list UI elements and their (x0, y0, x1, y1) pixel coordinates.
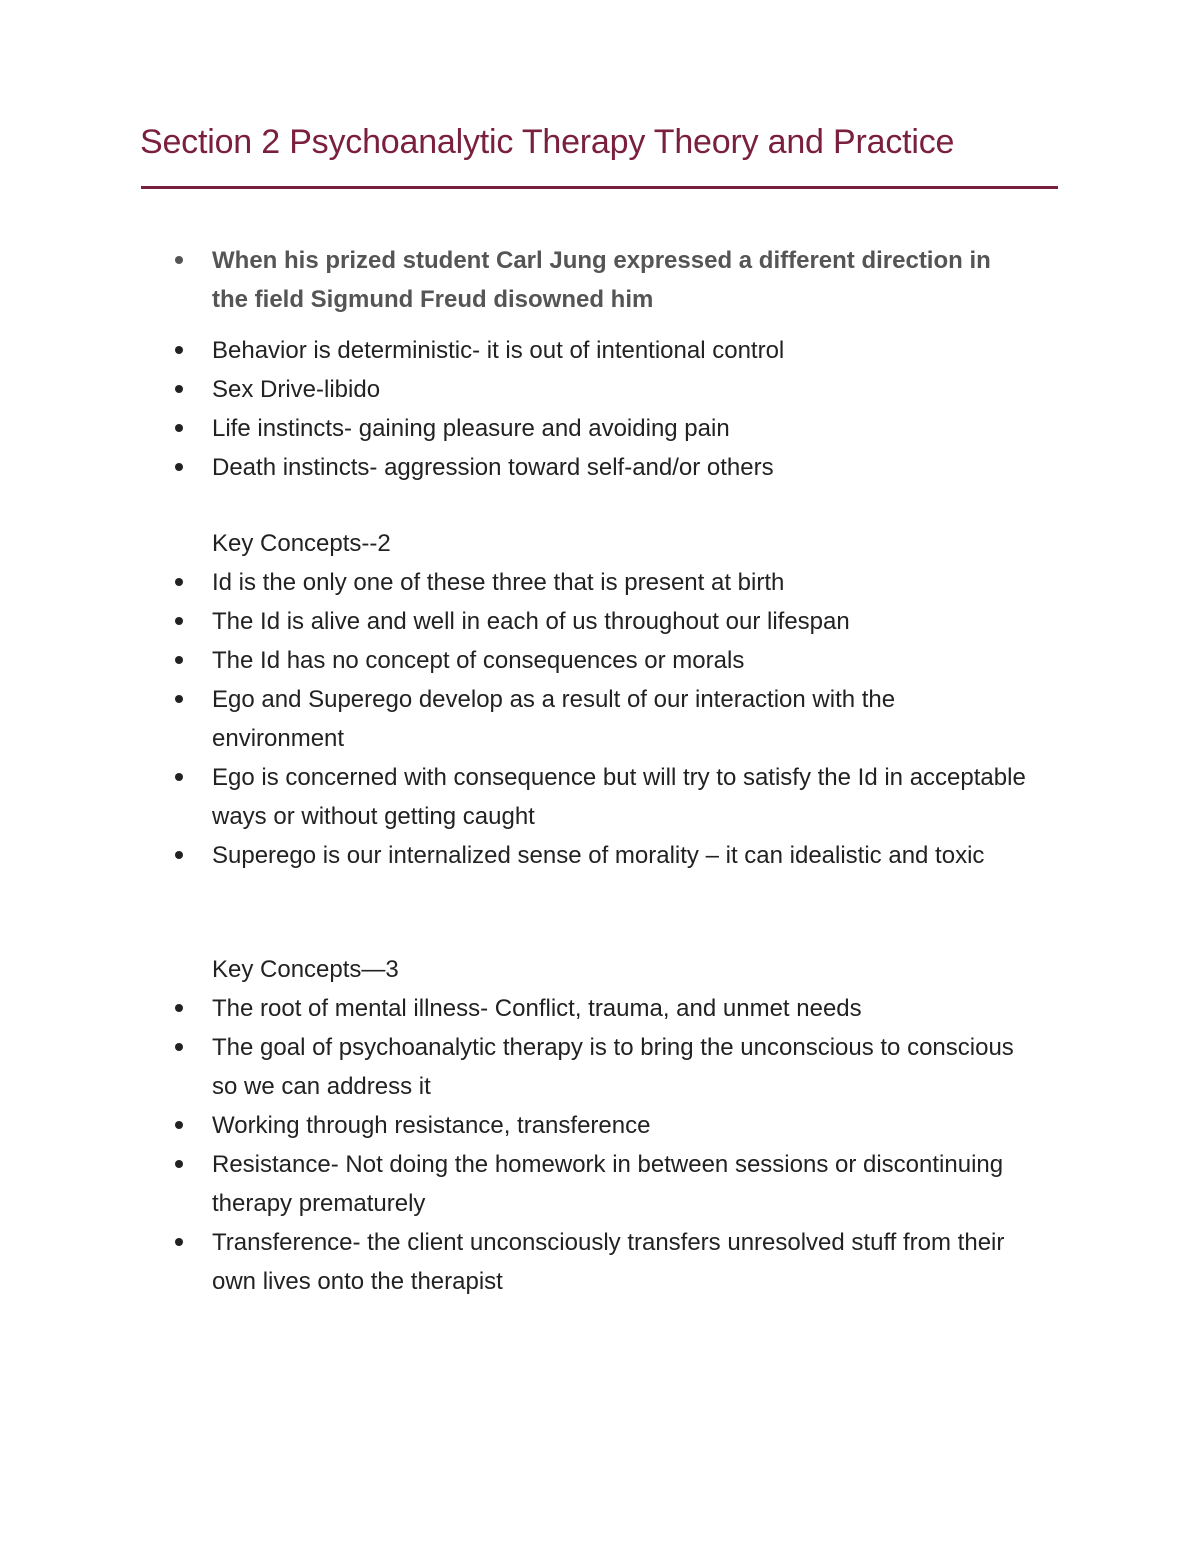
bullet-icon (175, 424, 183, 432)
section-heading-key-concepts-2: Key Concepts--2 (212, 530, 391, 557)
bullet-icon (175, 1043, 183, 1051)
bullet-icon (175, 773, 183, 781)
list-item (0, 563, 1032, 602)
list-item-text: Death instincts- aggression toward self-and/or others (212, 454, 774, 481)
list-item (0, 602, 1032, 641)
list-item-text: Ego and Superego develop as a result of our interaction with the environment (212, 686, 896, 752)
list-item-text: The Id has no concept of consequences or morals (212, 647, 745, 674)
bullet-icon (175, 656, 183, 664)
bullet-list-intro (0, 241, 1200, 487)
list-item (0, 370, 1032, 409)
bullet-icon (175, 617, 183, 625)
bullet-icon (175, 463, 183, 471)
list-item (0, 1106, 1032, 1145)
list-item-text: The goal of psychoanalytic therapy is to bring the unconscious to conscious so we can address it (212, 1034, 1014, 1100)
list-item (0, 409, 1032, 448)
list-item (0, 758, 1032, 836)
bullet-list-key-concepts-2 (0, 563, 1200, 875)
list-item (0, 448, 1032, 487)
list-item-text: Life instincts- gaining pleasure and avoiding pain (212, 415, 730, 442)
list-item-text: Resistance- Not doing the homework in between sessions or discontinuing therapy prematurely (212, 1151, 1004, 1217)
bullet-icon (175, 851, 183, 859)
bullet-list-key-concepts-3 (0, 989, 1200, 1301)
list-item-text: The root of mental illness- Conflict, trauma, and unmet needs (212, 995, 862, 1022)
section-heading-key-concepts-3: Key Concepts—3 (212, 956, 399, 983)
list-item-text: Id is the only one of these three that is present at birth (212, 569, 785, 596)
bullet-icon (175, 385, 183, 393)
bullet-icon (175, 1238, 183, 1246)
list-item-text: The Id is alive and well in each of us throughout our lifespan (212, 608, 850, 635)
bullet-icon (175, 346, 183, 354)
title-divider (141, 186, 1058, 189)
list-item (0, 641, 1032, 680)
list-item (0, 331, 1032, 370)
list-item-text: Ego is concerned with consequence but will try to satisfy the Id in acceptable ways or without getting caught (212, 764, 1026, 830)
list-item-text: Working through resistance, transference (212, 1112, 651, 1139)
bullet-icon (175, 256, 183, 264)
page-title: Section 2 Psychoanalytic Therapy Theory and Practice (140, 123, 955, 161)
list-item-text: When his prized student Carl Jung expressed a different direction in the field Sigmund Freud disowned him (212, 247, 991, 313)
list-item (0, 1223, 1032, 1301)
list-item (0, 1145, 1032, 1223)
bullet-icon (175, 578, 183, 586)
list-item (0, 1028, 1032, 1106)
bullet-icon (175, 1121, 183, 1129)
bullet-icon (175, 1160, 183, 1168)
list-item (0, 989, 1032, 1028)
list-item-text: Sex Drive-libido (212, 376, 381, 403)
list-item-text: Behavior is deterministic- it is out of intentional control (212, 337, 785, 364)
list-item-text: Transference- the client unconsciously transfers unresolved stuff from their own lives onto the therapist (212, 1229, 1005, 1295)
list-item (0, 836, 1032, 875)
list-item-text: Superego is our internalized sense of morality – it can idealistic and toxic (212, 842, 985, 869)
list-item (0, 241, 1032, 319)
bullet-icon (175, 1004, 183, 1012)
list-item (0, 680, 1032, 758)
bullet-icon (175, 695, 183, 703)
